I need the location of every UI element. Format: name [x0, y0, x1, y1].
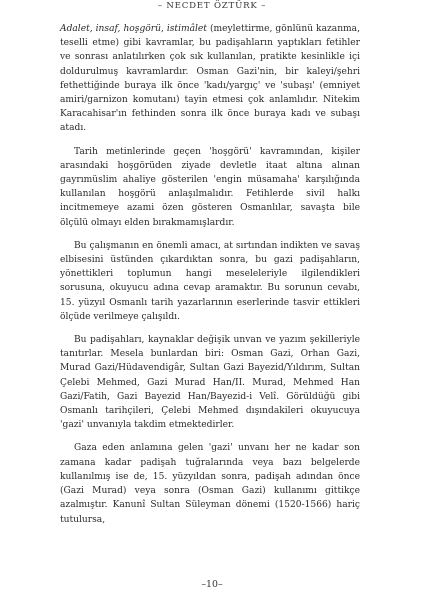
paragraph-1-italic-lead: Adalet, insaf, hoşgörü, istimâlet [60, 24, 207, 34]
paragraph-5: Gaza eden anlamına gelen 'gazi' unvanı her ne kadar son zamana kadar padişah tuğralarında veya bazı belgelerde kullanılmış ise de, 15. yüzyıldan sonra, padişah adından önce (Gazi Murad) veya sonra (Osman Gazi) kullanımı gittikçe azalmıştır. Kanunî Sultan Süleyman dönemi (1520-1566) hariç tutulursa, [60, 443, 360, 525]
paragraph-4: Bu padişahları, kaynaklar değişik unvan ve yazım şekilleriyle tanıtırlar. Mesela bunlardan biri: Osman Gazi, Orhan Gazi, Murad Gazi/Hüdavendigâr, Sultan Gazi Bayezid/Yıldırım, Sultan Çelebi Mehmed, Gazi Murad Han/II. Murad, Mehmed Han Gazi/Fatih, Gazi Bayezid Han/Bayezid-i Velî. Görüldüğü gibi Osmanlı tarihçileri, Çelebi Mehmed dışındakileri okuyucuya 'gazi' unvanıyla takdim etmektedirler. [60, 335, 360, 431]
running-header: – NECDET ÖZTÜRK – [157, 1, 267, 11]
paragraph-3: Bu çalışmanın en önemli amacı, at sırtından indikten ve savaş elbisesini üstünden çıkardıktan sonra, bu gazi padişahların, yönettikleri toplumun hangi meseleleriyle ilgilendikleri sorusuna, okuyucu adına cevap aramaktır. Bu sorunun cevabı, 15. yüzyıl Osmanlı tarih yazarlarının eserlerinde tasvir ettikleri ölçüde verilmeye çalışıldı. [60, 240, 360, 322]
paragraph-1 [60, 22, 360, 136]
paragraph-1-text: (meylettirme, gönlünü kazanma, teselli etme) gibi kavramlar, bu padişahların yaptıkları fetihler ve sonrası anlatılırken çok sık kullanılan, pratikte kesinlikle içi doldurulmuş kavramlardır. Osman Gazi'nin, bir kaleyi/şehri fethettiğinde buraya ilk önce 'kadı/yargıç' ve 'subaşı' (emniyet amiri/garnizon komutanı) tayin etmesi çok anlamlıdır. Nitekim Karacahisar'ın fethinden sonra ilk önce buraya kadı ve subaşı atadı. [60, 24, 360, 134]
page-number: –10– [201, 579, 223, 590]
body-text [60, 22, 360, 536]
paragraph-2: Tarih metinlerinde geçen 'hoşgörü' kavramından, kişiler arasındaki hoşgörüden ziyade devletle itaat altına alınan gayrımüslim ahaliye gösterilen 'engin müsamaha' karşılığında kullanılan hoşgörü anlaşılmalıdır. Fetihlerde sivil halkı incitmemeye azami özen gösteren Osmanlılar, savaşta bile ölçülü olmayı elden bırakmamışlardır. [60, 146, 360, 228]
